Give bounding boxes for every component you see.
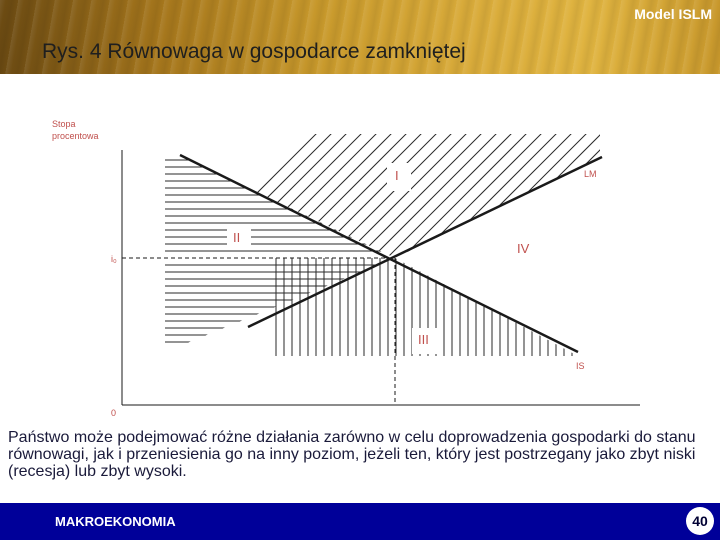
- region-3-label: III: [418, 332, 429, 347]
- is-label: IS: [576, 361, 585, 371]
- region-2-label: II: [233, 230, 241, 245]
- y-axis-label-line1: Stopa: [52, 119, 76, 129]
- slide-title: Rys. 4 Równowaga w gospodarce zamkniętej: [42, 40, 466, 63]
- region-4-label: IV: [517, 241, 530, 256]
- hatch-left: [165, 160, 400, 342]
- region-1-knockout: [387, 163, 411, 191]
- footer-bar: [0, 503, 720, 540]
- description-paragraph: Państwo może podejmować różne działania zarówno w celu doprowadzenia gospodarki do stanu równowagi, jak i przeniesienia go na inny poziom, jeżeli ten, który jest postrzegany jako zbyt niski (recesja) lub zbyt wysoki.: [8, 429, 696, 480]
- i0-label: i₀: [111, 254, 117, 264]
- page-number-badge: 40: [686, 507, 714, 535]
- lm-label: LM: [584, 169, 597, 179]
- footer-label: MAKROEKONOMIA: [55, 514, 176, 529]
- hatch-upper: [180, 132, 618, 270]
- origin-label: 0: [111, 408, 117, 418]
- header-title: Model ISLM: [634, 6, 712, 22]
- y-axis-label-line2: procentowa: [52, 131, 99, 141]
- lm-curve: [248, 157, 602, 327]
- region-1-label: I: [395, 168, 399, 183]
